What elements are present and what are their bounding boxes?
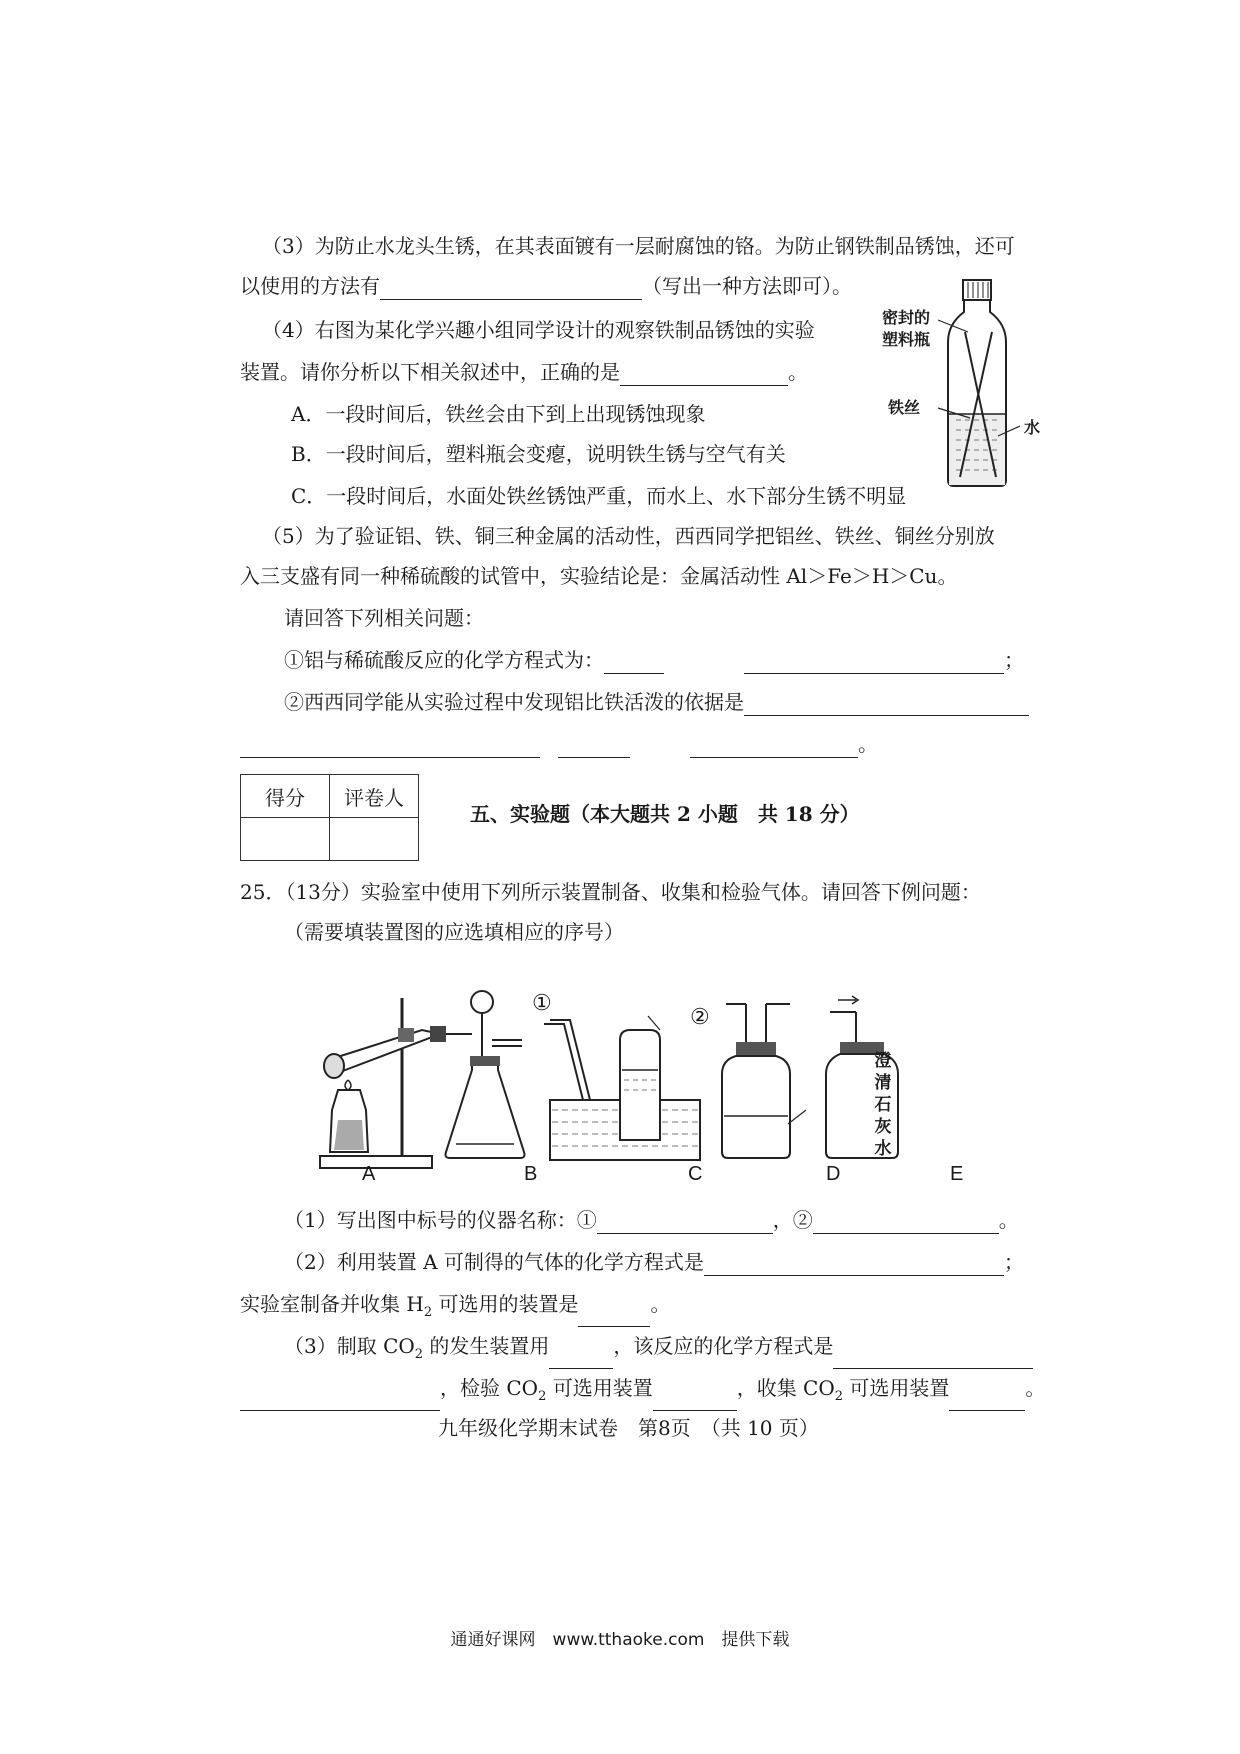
q25-p3-line1: （3）制取 $CO_2$ 的发生装置用 ，该反应的化学方程式是 — [284, 1332, 1033, 1369]
apparatus-b — [446, 991, 525, 1158]
limewater-label: 澄 清 石 灰 水 — [874, 1051, 892, 1159]
q24-option-b: B．一段时间后，塑料瓶会变瘪，说明铁生锈与空气有关 — [291, 442, 786, 466]
q24-p3-line1: （3）为防止水龙头生锈，在其表面镀有一层耐腐蚀的铬。为防止钢铁制品锈蚀，还可 — [262, 234, 1015, 258]
q25-p2-line2: 实验室制备并收集 $H_2$ 可选用的装置是 。 — [240, 1290, 670, 1327]
apparatus-label-c: C — [688, 1163, 703, 1185]
water-label: 水 — [1024, 418, 1041, 437]
apparatus-label-d: D — [826, 1163, 841, 1185]
apparatus-label-e: E — [950, 1163, 964, 1185]
bottle-cap — [963, 280, 991, 300]
apparatus-label-a: A — [362, 1163, 376, 1185]
q25-intro: 25．（13分）实验室中使用下列所示装置制备、收集和检验气体。请回答下例问题： — [240, 880, 981, 904]
gas-apparatus-figure — [300, 990, 1000, 1180]
score-box — [240, 774, 419, 861]
answer-blank[interactable] — [240, 1388, 440, 1411]
answer-blank[interactable] — [578, 1304, 650, 1327]
rust-experiment-figure — [880, 272, 1050, 502]
site-footer: 通通好课网 www.tthaoke.com 提供下载 — [450, 1630, 790, 1650]
q24-p5-q2-cont: 。 — [240, 730, 878, 758]
bottle-label-1: 密封的 — [882, 308, 931, 327]
iron-wire-label: 铁丝 — [888, 398, 921, 417]
answer-blank[interactable] — [744, 651, 1004, 674]
answer-blank[interactable] — [380, 277, 642, 300]
answer-blank[interactable] — [549, 1346, 613, 1369]
q25-p2-line1: （2）利用装置 A 可制得的气体的化学方程式是 ； — [284, 1250, 1024, 1274]
q24-p5-q2: ②西西同学能从实验过程中发现铝比铁活泼的依据是 — [284, 688, 1029, 716]
q25-note: （需要填装置图的应选填相应的序号） — [284, 920, 624, 944]
q24-p5-line2: 入三支盛有同一种稀硫酸的试管中，实验结论是：金属活动性 Al＞Fe＞H＞Cu。 — [240, 564, 958, 588]
answer-blank[interactable] — [558, 735, 630, 758]
page-footer: 九年级化学期末试卷 第8页 （共 10 页） — [438, 1416, 819, 1440]
q24-p5-line1: （5）为了验证铝、铁、铜三种金属的活动性，西西同学把铝丝、铁丝、铜丝分别放 — [262, 524, 995, 548]
apparatus-d — [722, 1004, 806, 1158]
apparatus-label-1: ① — [532, 991, 552, 1016]
q25-p3-line2: ，检验 $CO_2$ 可选用装置 ，收集 $CO_2$ 可选用装置 。 — [240, 1374, 1045, 1411]
grader-cell[interactable] — [330, 818, 419, 861]
answer-blank[interactable] — [653, 1388, 737, 1411]
answer-blank[interactable] — [813, 1211, 999, 1234]
apparatus-c — [544, 1016, 700, 1160]
answer-blank[interactable] — [704, 1253, 1004, 1276]
q25-p1: （1）写出图中标号的仪器名称：① ，② 。 — [284, 1208, 1019, 1232]
answer-blank[interactable] — [833, 1346, 1033, 1369]
bottle-label-2: 塑料瓶 — [882, 330, 931, 349]
score-cell[interactable] — [241, 818, 330, 861]
q24-p5-prompt: 请回答下列相关问题： — [284, 606, 484, 630]
answer-blank[interactable] — [597, 1211, 773, 1234]
answer-blank[interactable] — [620, 363, 788, 386]
apparatus-label-2: ② — [690, 1005, 710, 1030]
score-label: 得分 — [241, 775, 330, 818]
q24-option-a: A．一段时间后，铁丝会由下到上出现锈蚀现象 — [291, 402, 706, 426]
answer-blank[interactable] — [690, 735, 858, 758]
section-5-title: 五、实验题（本大题共 2 小题 共 18 分） — [470, 802, 860, 826]
grader-label: 评卷人 — [330, 775, 419, 818]
q24-p3-line2: 以使用的方法有 （写出一种方法即可）。 — [240, 274, 852, 298]
q24-p4-line2: 装置。请你分析以下相关叙述中，正确的是 。 — [240, 360, 808, 384]
q24-option-c: C．一段时间后，水面处铁丝锈蚀严重，而水上、水下部分生锈不明显 — [291, 484, 907, 508]
answer-blank[interactable] — [604, 651, 664, 674]
apparatus-label-b: B — [524, 1163, 538, 1185]
answer-blank[interactable] — [744, 693, 1029, 716]
answer-blank[interactable] — [240, 735, 540, 758]
q24-p4-line1: （4）右图为某化学兴趣小组同学设计的观察铁制品锈蚀的实验 — [262, 318, 815, 342]
q24-p5-q1: ①铝与稀硫酸反应的化学方程式为： ； — [284, 648, 1024, 672]
answer-blank[interactable] — [949, 1388, 1025, 1411]
